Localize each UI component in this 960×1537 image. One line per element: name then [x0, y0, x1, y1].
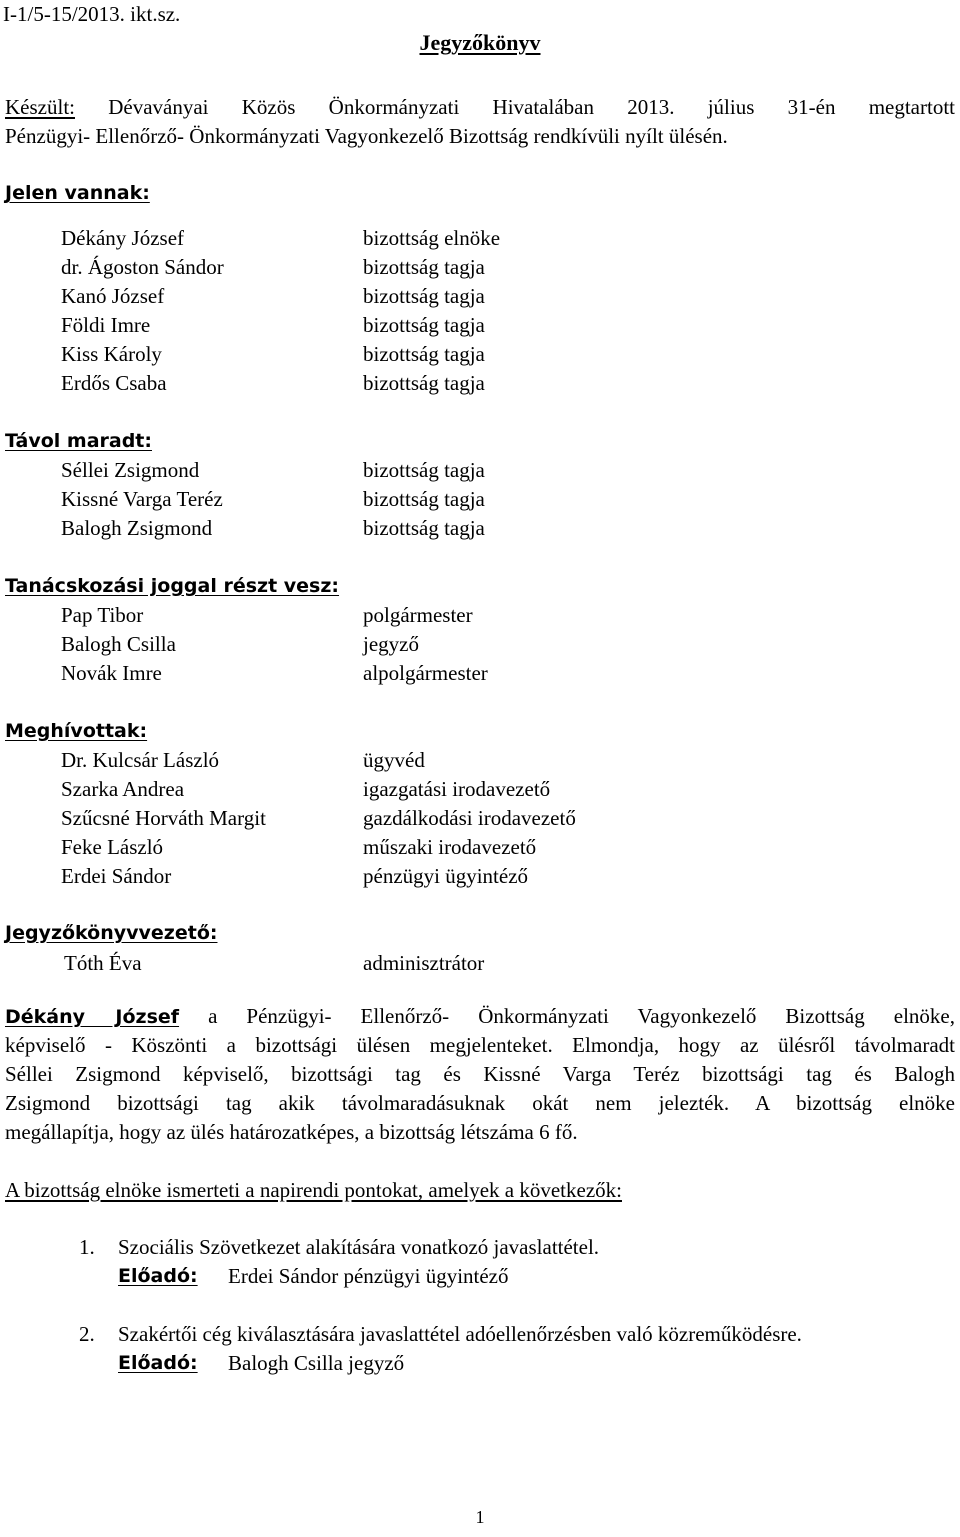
recorder-heading: Jegyzőkönyvvezető: [5, 922, 218, 944]
member-name: Tóth Éva [64, 951, 142, 975]
member-role: bizottság tagja [363, 255, 485, 279]
member-role: igazgatási irodavezető [363, 777, 551, 801]
member-name: Kissné Varga Teréz [61, 487, 223, 511]
member-role: műszaki irodavezető [363, 835, 537, 859]
member-name: Szűcsné Horváth Margit [61, 806, 266, 830]
member-role: jegyző [363, 632, 419, 656]
presenter-name: Erdei Sándor pénzügyi ügyintéző [228, 1264, 509, 1288]
member-name: Erdei Sándor [61, 864, 172, 888]
member-role: bizottság elnöke [363, 226, 501, 250]
member-name: Szarka Andrea [61, 777, 185, 801]
member-name: Kanó József [61, 284, 165, 308]
member-role: bizottság tagja [363, 458, 485, 482]
member-name: Pap Tibor [61, 603, 144, 627]
agenda-number: 1. [79, 1235, 95, 1259]
advisory-heading: Tanácskozási joggal részt vesz: [5, 575, 340, 597]
member-name: Feke László [61, 835, 164, 859]
present-heading: Jelen vannak: [5, 182, 150, 204]
opening-line-3: Séllei Zsigmond képviselő, bizottsági tag és Kissné Varga Teréz bizottsági tag és Balogh [5, 1062, 955, 1086]
member-role: bizottság tagja [363, 371, 485, 395]
member-name: Dékány József [61, 226, 185, 250]
speaker-name: Dékány József [5, 1006, 180, 1028]
member-role: bizottság tagja [363, 342, 485, 366]
agenda-item-text: Szakértői cég kiválasztására javaslattétel adóellenőrzésben való közreműködésre. [118, 1322, 802, 1346]
member-name: Földi Imre [61, 313, 151, 337]
opening-line-4: Zsigmond bizottsági tag akik távolmaradásuknak okát nem jelezték. A bizottság elnöke [5, 1091, 955, 1115]
agenda-item-text: Szociális Szövetkezet alakítására vonatkozó javaslattétel. [118, 1235, 600, 1259]
member-role: bizottság tagja [363, 487, 485, 511]
presenter-label: Előadó: [118, 1265, 198, 1287]
member-role: polgármester [363, 603, 473, 627]
opening-line-2: képviselő - Köszönti a bizottsági ülésen megjelenteket. Elmondja, hogy az ülésről távolmaradt [5, 1033, 955, 1057]
presenter-name: Balogh Csilla jegyző [228, 1351, 405, 1375]
member-name: Erdős Csaba [61, 371, 167, 395]
agenda-intro: A bizottság elnöke ismerteti a napirendi pontokat, amelyek a következők: [5, 1178, 622, 1202]
member-name: Kiss Károly [61, 342, 162, 366]
member-name: dr. Ágoston Sándor [61, 255, 224, 279]
member-role: gazdálkodási irodavezető [363, 806, 576, 830]
member-role: pénzügyi ügyintéző [363, 864, 529, 888]
opening-text-1: a Pénzügyi- Ellenőrző- Önkormányzati Vagyonkezelő Bizottság elnöke, [208, 1004, 955, 1028]
member-name: Balogh Csilla [61, 632, 176, 656]
member-role: bizottság tagja [363, 516, 485, 540]
member-role: adminisztrátor [363, 951, 485, 975]
member-name: Séllei Zsigmond [61, 458, 200, 482]
member-role: bizottság tagja [363, 284, 485, 308]
opening-line-5: megállapítja, hogy az ülés határozatképes, a bizottság létszáma 6 fő. [5, 1120, 578, 1144]
agenda-number: 2. [79, 1322, 95, 1346]
page-number: 1 [475, 1507, 485, 1527]
intro-text-1: Dévaványai Közös Önkormányzati Hivatalában 2013. július 31-én megtartott [108, 95, 955, 119]
member-name: Novák Imre [61, 661, 162, 685]
document-title: Jegyzőkönyv [419, 30, 541, 55]
intro-label: Készült: [5, 95, 75, 119]
member-name: Balogh Zsigmond [61, 516, 213, 540]
absent-heading: Távol maradt: [5, 430, 152, 452]
intro-line-2: Pénzügyi- Ellenőrző- Önkormányzati Vagyonkezelő Bizottság rendkívüli nyílt ülésén. [5, 124, 728, 148]
member-role: bizottság tagja [363, 313, 485, 337]
reference-number: I-1/5-15/2013. ikt.sz. [3, 2, 181, 26]
invited-heading: Meghívottak: [5, 720, 148, 742]
opening-line-1 [5, 1006, 955, 1027]
presenter-label: Előadó: [118, 1352, 198, 1374]
member-name: Dr. Kulcsár László [61, 748, 220, 772]
member-role: alpolgármester [363, 661, 488, 685]
intro-line-1 [5, 97, 955, 118]
member-role: ügyvéd [363, 748, 425, 772]
